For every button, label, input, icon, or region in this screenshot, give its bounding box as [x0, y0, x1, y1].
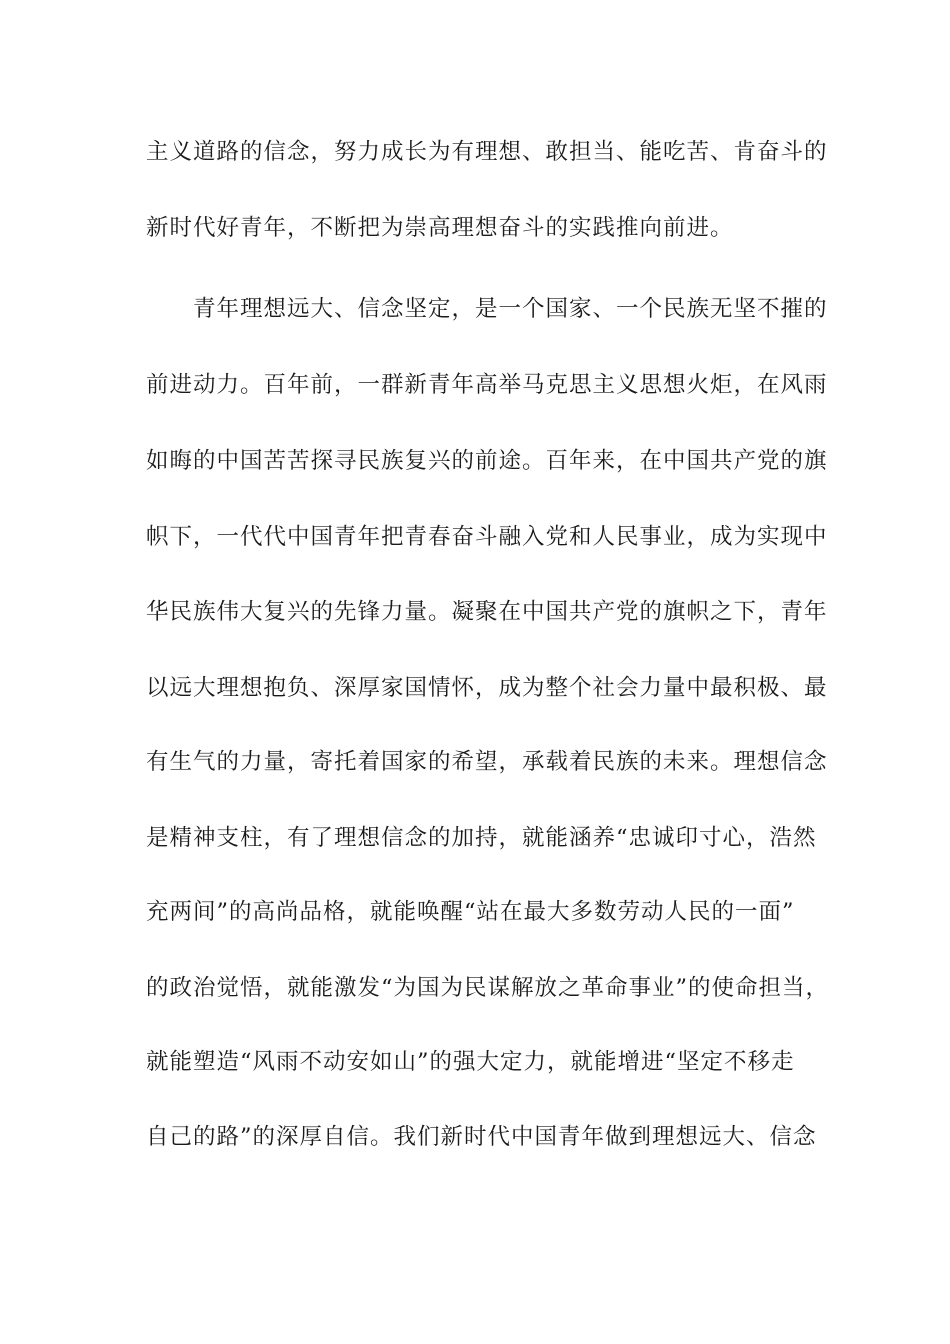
text-line: 充两间”的高尚品格，就能唤醒“站在最大多数劳动人民的一面”	[146, 899, 795, 925]
text-line: 以远大理想抱负、深厚家国情怀，成为整个社会力量中最积极、最	[146, 675, 828, 701]
text-line: 的政治觉悟，就能激发“为国为民谋解放之革命事业”的使命担当，	[146, 975, 830, 1001]
text-line: 有生气的力量，寄托着国家的希望，承载着民族的未来。理想信念	[146, 749, 828, 775]
text-line: 是精神支柱，有了理想信念的加持，就能涵养“忠诚印寸心，浩然	[146, 825, 817, 851]
text-line: 主义道路的信念，努力成长为有理想、敢担当、能吃苦、肯奋斗的	[146, 139, 828, 165]
text-line: 就能塑造“风雨不动安如山”的强大定力，就能增进“坚定不移走	[146, 1049, 795, 1075]
paragraph-start-line: 青年理想远大、信念坚定，是一个国家、一个民族无坚不摧的	[146, 296, 828, 322]
text-line: 如晦的中国苦苦探寻民族复兴的前途。百年来，在中国共产党的旗	[146, 448, 828, 474]
text-line: 新时代好青年，不断把为崇高理想奋斗的实践推向前进。	[146, 215, 734, 241]
text-line: 自己的路”的深厚自信。我们新时代中国青年做到理想远大、信念	[146, 1124, 817, 1150]
text-line: 帜下，一代代中国青年把青春奋斗融入党和人民事业，成为实现中	[146, 524, 828, 550]
text-line: 华民族伟大复兴的先锋力量。凝聚在中国共产党的旗帜之下，青年	[146, 599, 828, 625]
text-line: 前进动力。百年前，一群新青年高举马克思主义思想火炬，在风雨	[146, 372, 828, 398]
